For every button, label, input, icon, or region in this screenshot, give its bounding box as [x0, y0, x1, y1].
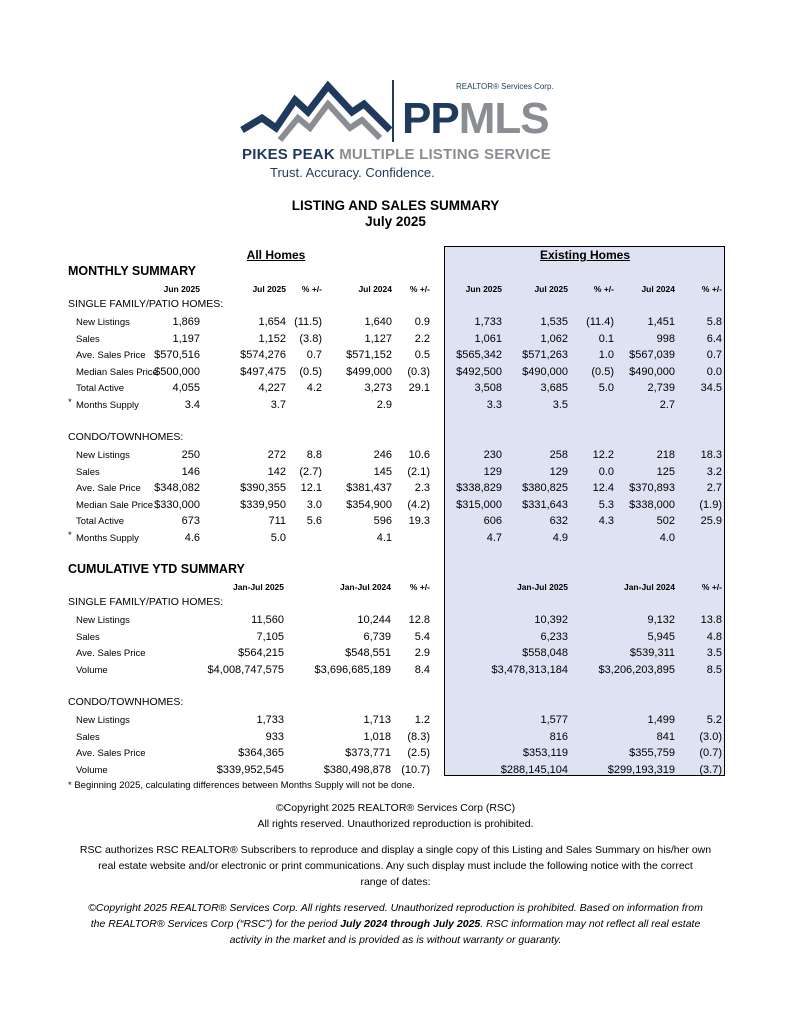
table-cell: 5.8: [706, 316, 722, 328]
ytd-row-volume-label: Volume: [76, 764, 108, 776]
monthly-section-title: SINGLE FAMILY/PATIO HOMES:: [68, 298, 224, 310]
table-cell: $339,952,545: [216, 763, 284, 776]
table-cell: 3.0: [306, 498, 322, 511]
table-cell: 3,273: [364, 382, 392, 395]
table-cell: $370,893: [629, 482, 675, 495]
table-cell: 5.0: [270, 532, 286, 544]
table-cell: $380,498,878: [323, 763, 391, 776]
table-cell: 933: [265, 730, 284, 743]
table-cell: 1,197: [172, 332, 200, 345]
footnote: * Beginning 2025, calculating differences between Months Supply will not be done.: [68, 780, 415, 791]
table-cell: (0.5): [299, 365, 322, 378]
monthly-col-header: Jul 2025: [252, 284, 286, 294]
monthly-row-new-listings-label: New Listings: [76, 317, 130, 328]
table-cell: $353,119: [522, 747, 568, 760]
ytd-col-header: Jan-Jul 2025: [516, 582, 568, 592]
logo-pp: PP: [402, 94, 459, 143]
table-cell: (8.3): [407, 730, 430, 743]
ytd-section-title: SINGLE FAMILY/PATIO HOMES:: [68, 596, 224, 608]
table-cell: 129: [483, 465, 502, 478]
copyright-line-2: All rights reserved. Unauthorized reproduction is prohibited.: [257, 818, 534, 830]
table-cell: 5.4: [414, 630, 430, 643]
monthly-col-header: % +/-: [301, 284, 322, 294]
table-cell: 0.1: [598, 332, 614, 345]
table-cell: (0.5): [591, 365, 614, 378]
table-cell: 12.2: [592, 449, 614, 461]
table-cell: $571,263: [522, 349, 568, 362]
table-cell: 4.2: [306, 382, 322, 395]
table-cell: $390,355: [240, 482, 286, 495]
table-cell: 8.5: [706, 663, 722, 676]
monthly-row-ave-sales-price-label: Ave. Sales Price: [76, 350, 146, 362]
table-cell: (1.9): [699, 498, 722, 511]
group-existing-homes: Existing Homes: [539, 248, 631, 262]
table-cell: 4.1: [376, 532, 392, 544]
table-cell: 1,640: [364, 316, 392, 328]
table-cell: $567,039: [629, 349, 675, 362]
table-cell: 2.9: [376, 399, 392, 411]
table-cell: $490,000: [629, 365, 675, 378]
table-cell: $338,829: [456, 482, 502, 495]
table-cell: 1.0: [598, 349, 614, 362]
title-line-2: July 2025: [365, 214, 426, 229]
table-cell: 0.7: [306, 349, 322, 362]
table-cell: 1,062: [540, 332, 568, 345]
table-cell: 5.6: [306, 515, 322, 528]
table-cell: 1,654: [258, 316, 286, 328]
table-cell: 596: [373, 515, 392, 528]
notice-line-2-a: the REALTOR® Services Corp (“RSC”) for the period: [90, 918, 341, 930]
table-cell: 1,733: [256, 714, 284, 726]
table-cell: $3,696,685,189: [314, 663, 391, 676]
authorization-line-2: real estate website and/or electronic or print communications. Any such display must include the following notice with the correct: [98, 860, 693, 872]
table-cell: (3.0): [699, 730, 722, 743]
table-cell: 6,739: [363, 630, 391, 643]
table-cell: 125: [656, 465, 675, 478]
authorization-line-1: RSC authorizes RSC REALTOR® Subscribers to reproduce and display a single copy of this Listing and Sales Summary on his/her own: [79, 844, 712, 856]
table-cell: $348,082: [154, 482, 200, 495]
table-cell: 2.9: [414, 647, 430, 660]
ytd-col-header: % +/-: [409, 582, 430, 592]
ytd-row-sales-label: Sales: [76, 731, 100, 743]
table-cell: 1,127: [364, 332, 392, 345]
table-cell: $564,215: [238, 647, 284, 660]
table-cell: 218: [656, 449, 675, 461]
notice-line-2-c: . RSC information may not reflect all real estate: [480, 918, 701, 930]
table-cell: 1,713: [363, 714, 391, 726]
table-cell: 5,945: [647, 630, 675, 643]
months-supply-asterisk: *: [68, 530, 72, 541]
monthly-col-header: Jul 2024: [641, 284, 675, 294]
table-cell: 606: [483, 515, 502, 528]
table-cell: 5.2: [706, 714, 722, 726]
ytd-col-header: Jan-Jul 2025: [232, 582, 284, 592]
copyright-notice: [60, 800, 731, 832]
table-cell: (2.7): [299, 465, 322, 478]
table-cell: $4,008,747,575: [207, 663, 284, 676]
table-cell: 10,244: [357, 614, 391, 626]
logo-divider: [392, 80, 394, 142]
table-cell: 3.3: [486, 399, 502, 411]
ytd-col-header: Jan-Jul 2024: [623, 582, 675, 592]
table-cell: 230: [483, 449, 502, 461]
table-cell: 4.3: [598, 515, 614, 528]
table-cell: 13.8: [700, 614, 722, 626]
logo-rsc-tag: REALTOR® Services Corp.: [456, 82, 554, 91]
monthly-row-sales-label: Sales: [76, 333, 100, 345]
table-cell: $380,825: [522, 482, 568, 495]
monthly-row-median-sales-price-label: Median Sales Price: [76, 366, 158, 378]
table-cell: $497,475: [240, 365, 286, 378]
table-cell: 11,560: [251, 614, 284, 626]
monthly-col-header: Jul 2024: [358, 284, 392, 294]
monthly-col-header: % +/-: [409, 284, 430, 294]
group-all-homes: All Homes: [246, 248, 306, 262]
table-cell: $288,145,104: [500, 763, 568, 776]
table-cell: 711: [268, 515, 286, 528]
table-cell: $571,152: [346, 349, 392, 362]
table-cell: 1,869: [172, 316, 200, 328]
table-cell: $574,276: [240, 349, 286, 362]
table-cell: 3.4: [184, 399, 200, 411]
table-cell: 34.5: [700, 382, 722, 395]
table-cell: (11.5): [294, 316, 322, 328]
table-cell: $373,771: [345, 747, 391, 760]
table-cell: 29.1: [408, 382, 430, 395]
table-cell: 9,132: [647, 614, 675, 626]
table-cell: 0.0: [706, 365, 722, 378]
title-line-1: LISTING AND SALES SUMMARY: [291, 198, 500, 213]
table-cell: 502: [656, 515, 675, 528]
table-cell: 841: [656, 730, 675, 743]
table-cell: 0.7: [706, 349, 722, 362]
table-cell: 1,499: [647, 714, 675, 726]
table-cell: $338,000: [629, 498, 675, 511]
table-cell: $565,342: [456, 349, 502, 362]
logo-wordmark: [402, 94, 549, 143]
table-cell: (10.7): [401, 763, 430, 776]
table-cell: 3.2: [706, 465, 722, 478]
table-cell: 632: [549, 515, 568, 528]
table-cell: $299,193,319: [607, 763, 675, 776]
monthly-row-months-supply-label: Months Supply: [76, 400, 139, 411]
monthly-row-median-sale-price-label: Median Sale Price: [76, 499, 154, 511]
table-cell: 1,152: [258, 332, 286, 345]
ytd-row-ave-sales-price-label: Ave. Sales Price: [76, 748, 146, 760]
table-cell: $490,000: [522, 365, 568, 378]
table-cell: 2.2: [414, 332, 430, 345]
monthly-col-header: Jul 2025: [534, 284, 568, 294]
ytd-row-volume-label: Volume: [76, 664, 108, 676]
table-cell: $500,000: [154, 365, 200, 378]
table-cell: 8.4: [414, 663, 430, 676]
table-cell: 4.9: [552, 532, 568, 544]
ytd-section-title: CONDO/TOWNHOMES:: [68, 696, 184, 708]
table-cell: $499,000: [346, 365, 392, 378]
table-cell: $3,206,203,895: [598, 663, 675, 676]
table-cell: 272: [267, 449, 286, 461]
monthly-row-new-listings-label: New Listings: [76, 450, 130, 461]
table-cell: 12.1: [300, 482, 322, 495]
table-cell: $381,437: [346, 482, 392, 495]
monthly-row-months-supply-label: Months Supply: [76, 533, 139, 544]
required-notice: [60, 900, 731, 948]
ytd-row-new-listings-label: New Listings: [76, 715, 130, 726]
table-cell: $492,500: [456, 365, 502, 378]
table-cell: 12.4: [592, 482, 614, 495]
table-cell: (0.7): [699, 747, 722, 760]
logo-org-name-part2: MULTIPLE LISTING SERVICE: [339, 146, 551, 163]
table-cell: 0.0: [598, 465, 614, 478]
table-cell: 3.7: [270, 399, 286, 411]
ytd-row-new-listings-label: New Listings: [76, 615, 130, 626]
table-cell: 5.3: [598, 498, 614, 511]
table-cell: 258: [549, 449, 568, 461]
table-cell: 146: [181, 465, 200, 478]
table-cell: 998: [656, 332, 675, 345]
table-cell: (11.4): [586, 316, 614, 328]
monthly-col-header: % +/-: [593, 284, 614, 294]
ytd-row-sales-label: Sales: [76, 631, 100, 643]
table-cell: $339,950: [240, 498, 286, 511]
table-cell: $354,900: [346, 498, 392, 511]
logo-mls: MLS: [458, 94, 549, 143]
table-cell: $330,000: [154, 498, 200, 511]
table-cell: 2.3: [414, 482, 430, 495]
table-cell: 4,055: [172, 382, 200, 395]
monthly-col-header: Jun 2025: [465, 284, 502, 294]
notice-line-2: [60, 916, 731, 932]
table-cell: 7,105: [256, 630, 284, 643]
table-cell: 246: [373, 449, 392, 461]
table-cell: (2.5): [407, 747, 430, 760]
table-cell: 3,685: [540, 382, 568, 395]
table-cell: 4.8: [706, 630, 722, 643]
logo-org-name-part1: PIKES PEAK: [242, 146, 340, 163]
monthly-row-total-active-label: Total Active: [76, 383, 125, 395]
table-cell: 2.7: [706, 482, 722, 495]
table-cell: 6.4: [706, 332, 722, 345]
table-cell: 1,535: [540, 316, 568, 328]
table-cell: 0.9: [414, 316, 430, 328]
ytd-col-header: % +/-: [701, 582, 722, 592]
table-cell: 4.0: [659, 532, 675, 544]
notice-line-1: ©Copyright 2025 REALTOR® Services Corp. All rights reserved. Unauthorized reproduction is prohibited. Based on information from: [88, 902, 703, 914]
table-cell: $315,000: [456, 498, 502, 511]
notice-line-3: activity in the market and is provided as is without warranty or guaranty.: [229, 934, 562, 946]
authorization-text: [60, 842, 731, 890]
logo-org-name: [242, 146, 551, 163]
table-cell: 19.3: [408, 515, 430, 528]
monthly-col-header: % +/-: [701, 284, 722, 294]
table-cell: (0.3): [407, 365, 430, 378]
table-cell: 2,739: [647, 382, 675, 395]
table-cell: 1,451: [647, 316, 675, 328]
table-cell: 129: [549, 465, 568, 478]
notice-period: July 2024 through July 2025: [340, 918, 481, 930]
table-cell: (4.2): [407, 498, 430, 511]
table-cell: 25.9: [700, 515, 722, 528]
table-cell: 5.0: [598, 382, 614, 395]
table-cell: 18.3: [700, 449, 722, 461]
table-cell: 4.6: [184, 532, 200, 544]
table-cell: 1,061: [474, 332, 502, 345]
table-cell: 10.6: [408, 449, 430, 461]
table-cell: (3.8): [299, 332, 322, 345]
monthly-section-title: CONDO/TOWNHOMES:: [68, 431, 184, 443]
table-cell: (2.1): [407, 465, 430, 478]
table-cell: 2.7: [659, 399, 675, 411]
monthly-col-header: Jun 2025: [163, 284, 200, 294]
table-cell: 250: [181, 449, 200, 461]
monthly-row-sales-label: Sales: [76, 466, 100, 478]
monthly-summary-heading: MONTHLY SUMMARY: [68, 264, 197, 278]
ytd-col-header: Jan-Jul 2024: [339, 582, 391, 592]
table-cell: $355,759: [629, 747, 675, 760]
table-cell: 4,227: [258, 382, 286, 395]
table-cell: $570,516: [154, 349, 200, 362]
table-cell: 6,233: [540, 630, 568, 643]
table-cell: 12.8: [408, 614, 430, 626]
ytd-summary-heading: CUMULATIVE YTD SUMMARY: [68, 562, 245, 576]
table-cell: 4.7: [486, 532, 502, 544]
table-cell: 816: [549, 730, 568, 743]
table-cell: (3.7): [699, 763, 722, 776]
table-cell: $548,551: [345, 647, 391, 660]
table-cell: 1,577: [540, 714, 568, 726]
table-cell: 8.8: [306, 449, 322, 461]
table-cell: 142: [267, 465, 286, 478]
monthly-row-total-active-label: Total Active: [76, 516, 125, 528]
table-cell: 1,733: [474, 316, 502, 328]
logo-tagline: Trust. Accuracy. Confidence.: [270, 165, 435, 180]
table-cell: 3.5: [552, 399, 568, 411]
table-cell: $3,478,313,184: [491, 663, 568, 676]
table-cell: $539,311: [629, 647, 675, 660]
copyright-line-1: ©Copyright 2025 REALTOR® Services Corp (RSC): [275, 802, 516, 814]
table-cell: 145: [373, 465, 392, 478]
table-cell: 0.5: [414, 349, 430, 362]
table-cell: 673: [181, 515, 200, 528]
authorization-line-3: range of dates:: [360, 876, 431, 888]
ytd-row-ave-sales-price-label: Ave. Sales Price: [76, 648, 146, 660]
table-cell: 1,018: [363, 730, 391, 743]
table-cell: 3.5: [706, 647, 722, 660]
table-cell: $364,365: [238, 747, 284, 760]
table-cell: $558,048: [522, 647, 568, 660]
table-cell: $331,643: [522, 498, 568, 511]
months-supply-asterisk: *: [68, 397, 72, 408]
monthly-row-ave-sale-price-label: Ave. Sale Price: [76, 483, 141, 495]
page-title: [0, 198, 791, 230]
table-cell: 10,392: [534, 614, 568, 626]
table-cell: 3,508: [474, 382, 502, 395]
table-cell: 1.2: [414, 714, 430, 726]
